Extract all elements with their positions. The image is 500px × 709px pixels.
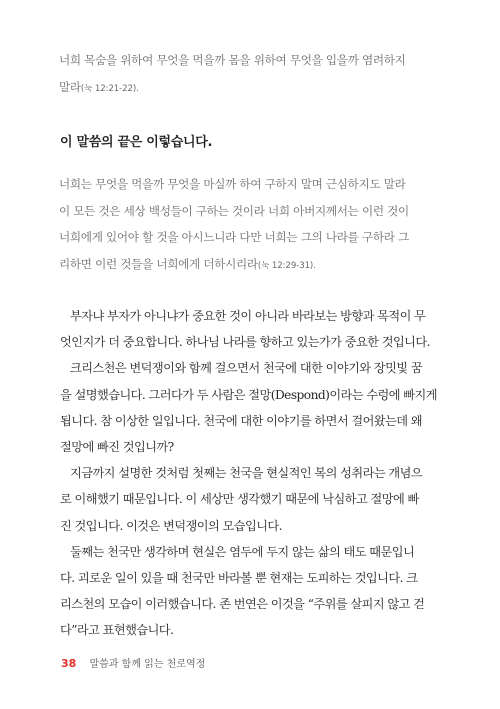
book-title: 말씀과 함께 읽는 천로역정	[89, 659, 206, 670]
body-line: 됩니다. 참 이상한 일입니다. 천국에 대한 이야기를 하면서 걸어왔는데 왜	[60, 413, 423, 428]
body-line: 다”라고 표현했습니다.	[60, 623, 174, 638]
scripture-quote-1	[59, 47, 431, 102]
body-line: 다. 괴로운 일이 있을 때 천국만 바라볼 뿐 현재는 도피하는 것입니다. 크	[60, 571, 418, 586]
body-line: 리스천의 모습이 이러했습니다. 존 번연은 이것을 “주위를 살피지 않고 걷	[60, 597, 425, 612]
body-line: 엇인지가 더 중요합니다. 하나님 나라를 향하고 있는가가 중요한 것입니다.	[60, 335, 430, 350]
quote-line: 이 모든 것은 세상 백성들이 구하는 것이라 너희 아버지께서는 이런 것이	[59, 203, 409, 218]
page-number: 38	[61, 657, 77, 670]
body-line: 절망에 빠진 것입니까?	[60, 440, 174, 455]
quote-line: 너희는 무엇을 먹을까 무엇을 마실까 하여 구하지 말며 근심하지도 말라	[59, 177, 406, 191]
scripture-reference: (눅 12:21-22).	[80, 83, 139, 94]
quote-line: 너희 목숨을 위하여 무엇을 먹을까 몸을 위하여 무엇을 입을까 염려하지	[59, 53, 406, 67]
body-line: 을 설명했습니다. 그러다가 두 사람은 절망(Despond)이라는 수렁에 빠지게	[60, 387, 437, 402]
body-line: 로 이해했기 때문입니다. 이 세상만 생각했기 때문에 낙심하고 절망에 빠	[60, 492, 419, 507]
body-text	[60, 303, 438, 644]
body-line: 지금까지 설명한 것처럼 첫째는 천국을 현실적인 복의 성취라는 개념으	[70, 466, 423, 481]
body-line: 부자냐 부자가 아니냐가 중요한 것이 아니라 바라보는 방향과 목적이 무	[70, 309, 426, 323]
quote-line: 말라(눅 12:21-22).	[59, 79, 139, 94]
section-heading: 이 말씀의 끝은 이렇습니다.	[60, 135, 213, 150]
body-line: 진 것입니다. 이것은 변덕쟁이의 모습입니다.	[60, 518, 282, 533]
scripture-quote-2	[59, 171, 431, 279]
body-line: 크리스천은 변덕쟁이와 함께 걸으면서 천국에 대한 이야기와 장밋빛 꿈	[70, 361, 423, 376]
quote-line: 리하면 이런 것들을 너희에게 더하시리라(눅 12:29-31).	[59, 256, 316, 271]
scripture-reference: (눅 12:29-31).	[257, 260, 316, 271]
page-footer	[61, 655, 205, 670]
quote-line: 너희에게 있어야 할 것을 아시느니라 다만 너희는 그의 나라를 구하라 그	[59, 230, 409, 244]
body-line: 둘째는 천국만 생각하며 현실은 염두에 두지 않는 삶의 태도 때문입니	[70, 544, 415, 559]
